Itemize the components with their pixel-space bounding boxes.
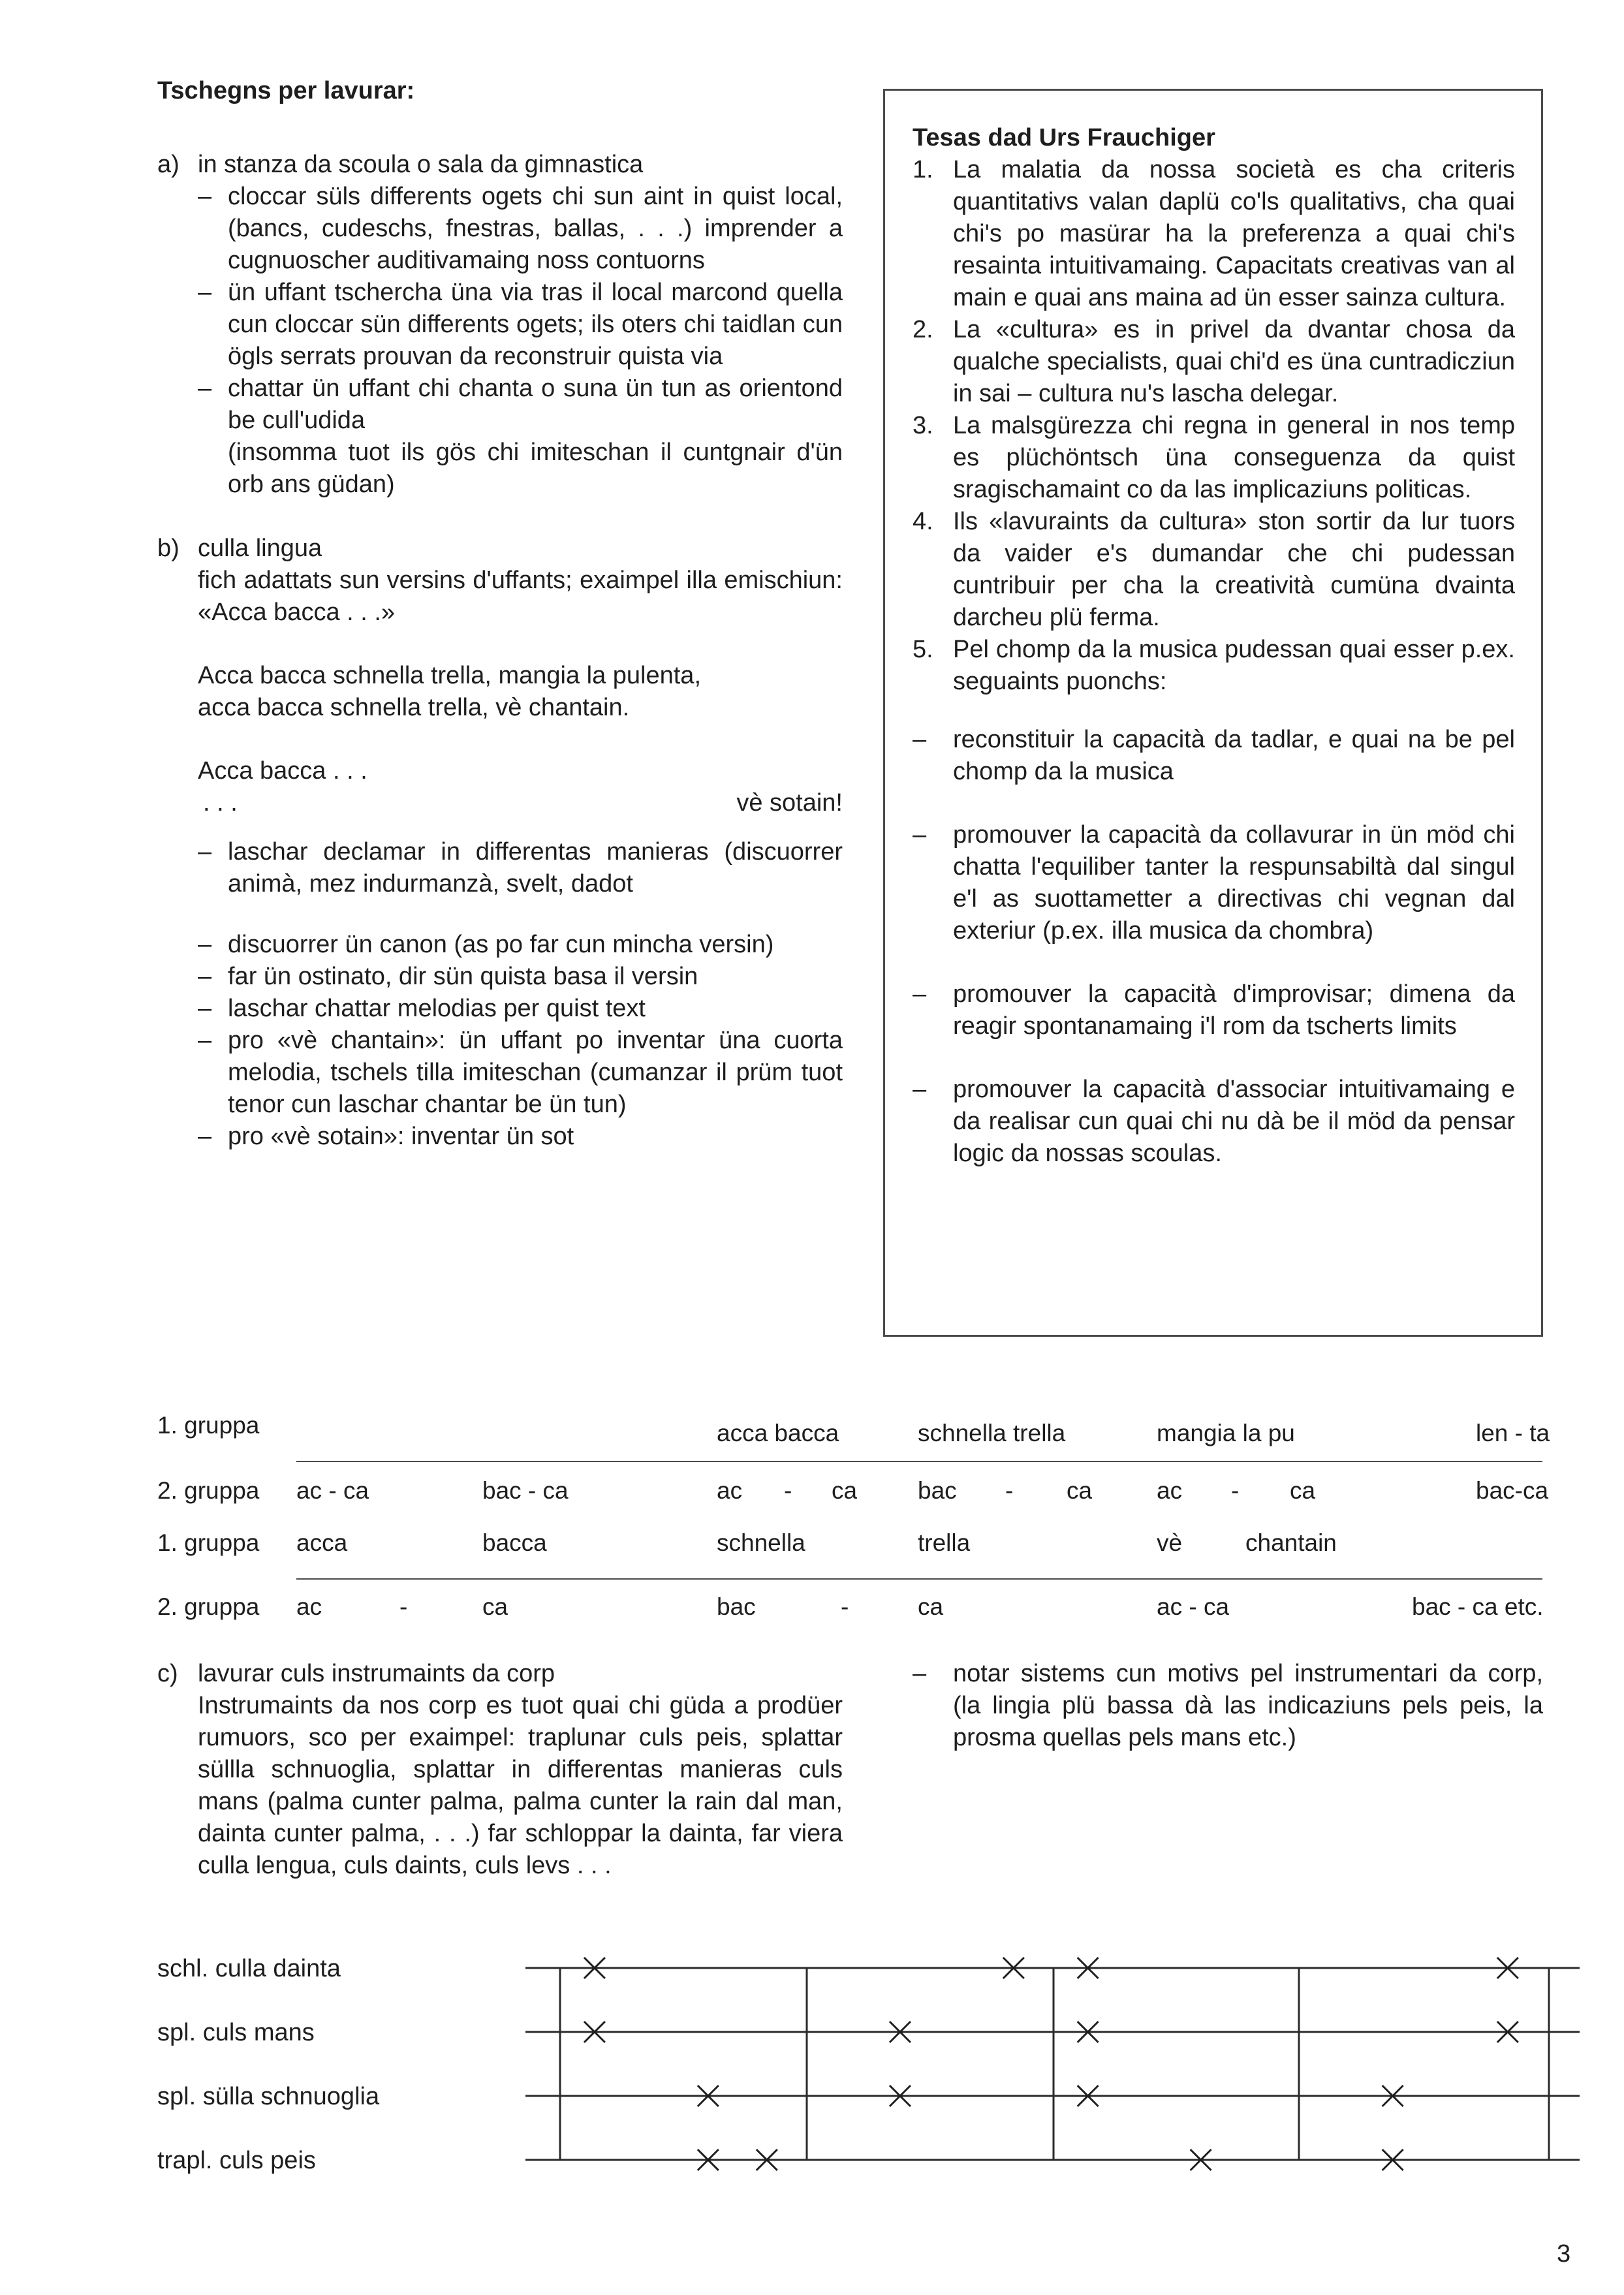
list-item: – promouver la capacità d'associar intuitivamaing e da realisar cun quai chi nu dà be il möd da pensar logic da nossas scoulas. <box>913 1074 1515 1170</box>
list-item: – chattar ün uffant chi chanta o suna ün tun as orientond be cull'udida <box>198 373 843 437</box>
page-heading: Tschegns per lavurar: <box>157 77 415 104</box>
table-cell: bac - ca <box>482 1477 569 1504</box>
section-b-list-2 <box>198 929 843 1153</box>
theses-title: Tesas dad Urs Frauchiger <box>913 124 1215 151</box>
table-cell: ca <box>832 1477 858 1504</box>
section-c-letter: c) <box>157 1660 178 1687</box>
theses-box <box>883 89 1543 1337</box>
section-c-intro: lavurar culs instrumaints da corp <box>198 1660 555 1687</box>
divider-line <box>296 1578 1542 1580</box>
section-a-list <box>198 181 843 437</box>
section-c-text: Instrumaints da nos corp es tuot quai chi güda a prodüer rumuors, sco per exaimpel: traplunar culs peis, splattar süllla schnuoglia, splattar in differentas manieras culs mans (palma cunter palma, palma cunter la rain dal man, dainta cunter palma, . . .) far schloppar la dainta, far viera culla lengua, culs daints, culs levs . . . <box>198 1692 843 1879</box>
table-cell: ca <box>918 1593 944 1620</box>
table-cell: - <box>1231 1477 1240 1504</box>
group-label: 1. gruppa <box>157 1529 260 1556</box>
group-label: 2. gruppa <box>157 1593 260 1620</box>
table-cell: bacca <box>482 1529 547 1556</box>
theses-numbered-list <box>913 154 1515 698</box>
list-item: – far ün ostinato, dir sün quista basa il versin <box>198 961 843 993</box>
theses-points <box>913 724 1515 1170</box>
group-label: 1. gruppa <box>157 1412 260 1439</box>
table-cell: ac <box>1157 1477 1183 1504</box>
section-a <box>157 149 843 501</box>
section-a-intro: in stanza da scoula o sala da gimnastica <box>198 151 644 178</box>
list-number: 4. <box>913 508 933 535</box>
table-cell: schnella <box>717 1529 805 1556</box>
list-text: La malsgürezza chi regna in general in nos temp es plüchöntsch üna conseguenza da quist sragischamaint co da las implicaziuns politicas. <box>953 412 1515 503</box>
list-item: – notar sistems cun motivs pel instrumentari da corp, (la lingia plü bassa dà las indicaziuns pels peis, la prosma quellas pels mans etc.) <box>913 1658 1543 1754</box>
list-item: – laschar declamar in differentas manieras (discuorrer animà, mez indurmanzà, svelt, dadot <box>198 836 843 900</box>
table-cell: - <box>399 1593 408 1620</box>
table-cell: vè <box>1157 1529 1183 1556</box>
table-cell: ac - ca <box>1157 1593 1230 1620</box>
table-cell: schnella trella <box>918 1420 1066 1446</box>
list-item: – discuorrer ün canon (as po far cun mincha versin) <box>198 929 843 961</box>
table-cell: mangia la pu <box>1157 1420 1295 1446</box>
list-item: – promouver la capacità da collavurar in ün möd chi chatta l'equiliber tanter la respunsabiltà dal singul e'l as suottametter a directivas chi vegnan dal exteriur (p.ex. illa musica da chombra) <box>913 819 1515 947</box>
percussion-staff <box>0 1945 1624 2193</box>
list-item: – ün uffant tschercha üna via tras il local marcond quella cun cloccar sün differents ogets; ils oters chi taidlan cun ögls serrats prouvan da reconstruir quista via <box>198 277 843 373</box>
percussion-row-label: trapl. culs peis <box>157 2147 316 2174</box>
list-text: Pel chomp da la musica pudessan quai esser p.ex. seguaints puonchs: <box>953 636 1515 695</box>
divider-line <box>296 1461 1542 1462</box>
verse-line: acca bacca schnella trella, vè chantain. <box>198 694 630 721</box>
table-cell: acca bacca <box>717 1420 839 1446</box>
section-b-text: fich adattats sun versins d'uffants; exaimpel illa emischiun: «Acca bacca . . .» <box>198 567 843 626</box>
section-a-note: (insomma tuot ils gös chi imiteschan il cuntgnair d'ün orb ans güdan) <box>228 439 843 498</box>
table-cell: ac <box>717 1477 743 1504</box>
table-cell: - <box>784 1477 792 1504</box>
section-b <box>157 533 843 1153</box>
list-item: – cloccar süls differents ogets chi sun aint in quist local, (bancs, cudeschs, fnestras, ballas, . . .) imprender a cugnuoscher auditivamaing noss contuorns <box>198 181 843 277</box>
list-text: La «cultura» es in privel da dvantar chosa da qualche specialists, quai chi'd es üna cuntradicziun in sai – cultura nu's lascha delegar. <box>953 316 1515 407</box>
table-cell: ca <box>1290 1477 1316 1504</box>
table-cell: - <box>841 1593 849 1620</box>
verse-line <box>198 787 843 819</box>
list-item: – laschar chattar melodias per quist text <box>198 993 843 1025</box>
list-number: 3. <box>913 412 933 439</box>
section-b-list-1 <box>198 836 843 900</box>
list-item: – reconstituir la capacità da tadlar, e quai na be pel chomp da la musica <box>913 724 1515 788</box>
verse-end: vè sotain! <box>736 789 843 817</box>
list-item: – pro «vè chantain»: ün uffant po inventar üna cuorta melodia, tschels tilla imiteschan (cumanzar il prüm tuot tenor cun laschar chantar be ün tun) <box>198 1025 843 1121</box>
percussion-row-label: schl. culla dainta <box>157 1955 341 1982</box>
section-c <box>157 1658 843 1882</box>
percussion-row-label: spl. sülla schnuoglia <box>157 2083 380 2110</box>
left-column <box>157 75 843 1153</box>
table-cell: ac <box>296 1593 322 1620</box>
table-cell: bac-ca <box>1476 1477 1549 1504</box>
page-number: 3 <box>1557 2240 1571 2268</box>
list-number: 1. <box>913 156 933 183</box>
section-b-intro: culla lingua <box>198 535 322 562</box>
bar-lines <box>560 1968 1549 2160</box>
table-cell: bac <box>717 1593 756 1620</box>
verse-line: Acca bacca schnella trella, mangia la pulenta, <box>198 662 702 689</box>
list-item <box>913 634 1515 698</box>
list-item <box>913 410 1515 506</box>
list-item: – promouver la capacità d'improvisar; dimena da reagir spontanamaing i'l rom da tscherts limits <box>913 978 1515 1042</box>
notation-note <box>913 1658 1543 1754</box>
table-cell: - <box>1005 1477 1014 1504</box>
table-cell: bac <box>918 1477 957 1504</box>
table-cell: acca <box>296 1529 348 1556</box>
table-cell: ac - ca <box>296 1477 369 1504</box>
list-item <box>913 506 1515 634</box>
table-cell: ca <box>1067 1477 1093 1504</box>
list-text: La malatia da nossa società es cha criteris quantitativs valan daplü co'ls qualitativs, cha quai chi's po masürar ha la preferenza a quai chi's resainta intuitivamaing. Capacitats creativas van al main e quai ans maina ad ün esser sainza cultura. <box>953 156 1515 311</box>
percussion-marks <box>584 1958 1518 2170</box>
percussion-row-label: spl. culs mans <box>157 2019 315 2046</box>
verse-ellipsis: . . . <box>203 789 238 817</box>
table-cell: ca <box>482 1593 508 1620</box>
table-cell: chantain <box>1245 1529 1337 1556</box>
list-number: 5. <box>913 636 933 663</box>
list-item <box>913 314 1515 410</box>
verse-line: Acca bacca . . . <box>198 757 367 785</box>
group-label: 2. gruppa <box>157 1477 260 1504</box>
list-item: – pro «vè sotain»: inventar ün sot <box>198 1121 843 1153</box>
list-text: Ils «lavuraints da cultura» ston sortir da lur tuors da vaider e's dumandar che chi pudessan cuntribuir per cha la creatività cumüna dvainta darcheu plü ferma. <box>953 508 1515 631</box>
list-item <box>913 154 1515 314</box>
table-cell: len - ta <box>1476 1420 1550 1446</box>
list-number: 2. <box>913 316 933 343</box>
table-cell: trella <box>918 1529 971 1556</box>
section-b-letter: b) <box>157 535 180 562</box>
section-a-letter: a) <box>157 151 180 178</box>
table-cell: bac - ca etc. <box>1412 1593 1544 1620</box>
